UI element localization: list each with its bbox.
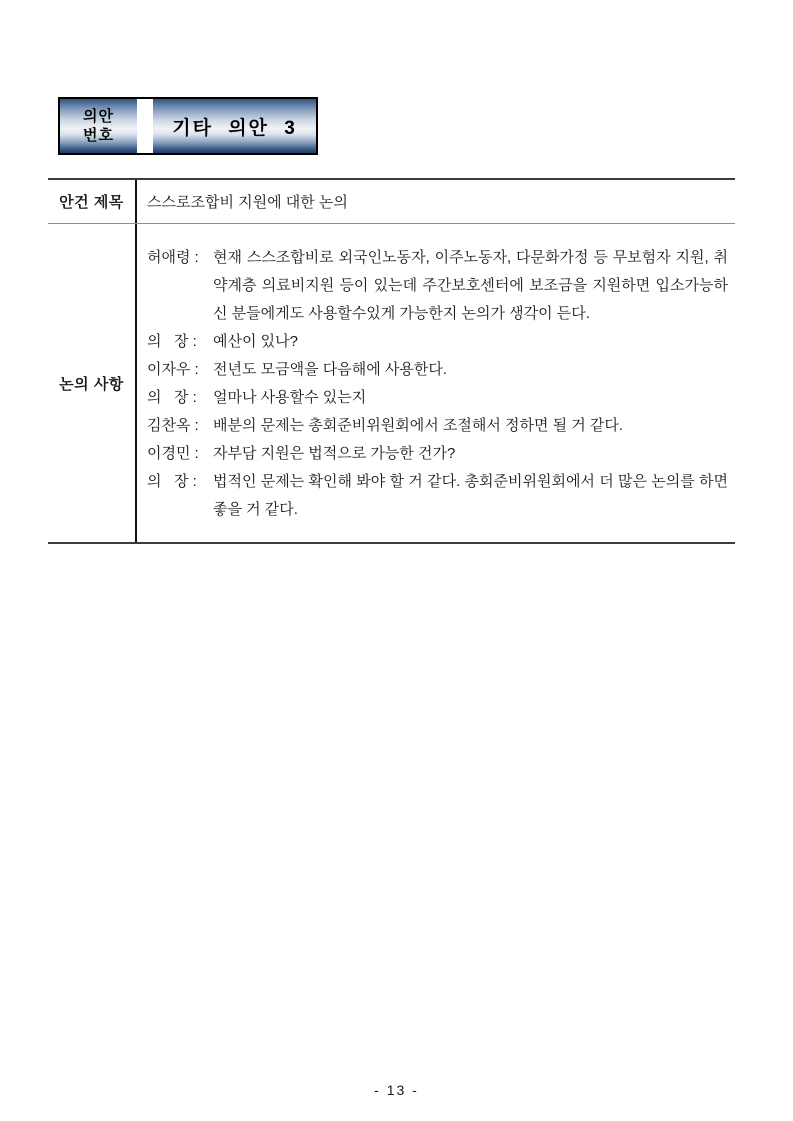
utterance [147, 384, 728, 412]
utterance [147, 440, 728, 468]
agenda-number-label-line1: 의안 [83, 108, 114, 125]
agenda-title-value: 스스로조합비 지원에 대한 논의 [135, 180, 735, 223]
utterance-text: 예산이 있나? [213, 333, 298, 350]
utterance [147, 412, 728, 440]
row-label-agenda-title: 안건 제목 [59, 194, 124, 211]
utterance-text: 법적인 문제는 확인해 봐야 할 거 같다. 총회준비위원회에서 더 많은 논의를 하면 좋을 거 같다. [213, 473, 728, 518]
table-row-discussion [48, 224, 735, 542]
utterance-speaker: 이자우 : [147, 361, 199, 378]
discussion-content [135, 224, 735, 542]
utterance-speaker: 의 장 : [147, 473, 197, 490]
minutes-table [48, 178, 735, 544]
agenda-number-box [58, 97, 318, 155]
utterance [147, 468, 728, 524]
agenda-title: 기타 의안 3 [172, 117, 297, 139]
utterance-text: 얼마나 사용할수 있는지 [213, 389, 367, 406]
row-label-discussion: 논의 사항 [59, 375, 124, 393]
agenda-number-label [60, 99, 137, 153]
utterance-text: 전년도 모금액을 다음해에 사용한다. [213, 361, 448, 378]
utterance-text: 현재 스스조합비로 외국인노동자, 이주노동자, 다문화가정 등 무보험자 지원, 취약계층 의료비지원 등이 있는데 주간보호센터에 보조금을 지원하면 입소가능하신 분들에게도 사용할수있게 가능한지 논의가 생각이 든다. [213, 249, 728, 322]
utterance-speaker: 김찬옥 : [147, 417, 199, 434]
utterance-speaker: 의 장 : [147, 333, 197, 350]
utterance [147, 328, 728, 356]
agenda-number-label-line2: 번호 [83, 127, 114, 144]
page-number: - 13 - [374, 1082, 419, 1098]
utterance-text: 자부담 지원은 법적으로 가능한 건가? [213, 445, 456, 462]
utterance-speaker: 허애령 : [147, 249, 199, 266]
utterance-speaker: 이경민 : [147, 445, 199, 462]
utterance-text: 배분의 문제는 총회준비위원회에서 조절해서 정하면 될 거 같다. [213, 417, 624, 434]
header-divider-strip [137, 99, 153, 153]
table-row-agenda-title [48, 180, 735, 224]
utterance [147, 244, 728, 328]
utterance [147, 356, 728, 384]
utterance-speaker: 의 장 : [147, 389, 197, 406]
